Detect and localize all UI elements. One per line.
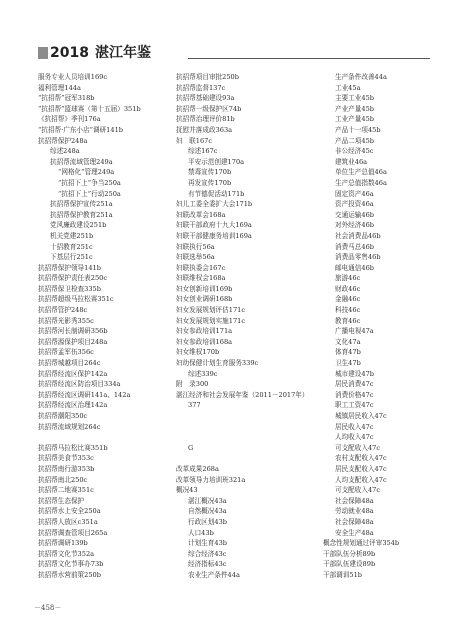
index-entry: 居民收入47c bbox=[335, 422, 374, 431]
index-entry: 抗招帮保护248a bbox=[38, 136, 88, 145]
index-entry: 禁毒宣传170b bbox=[188, 168, 232, 177]
index-entry: 妇联执行56a bbox=[176, 242, 215, 251]
index-entry: 十招教育251c bbox=[50, 242, 93, 251]
index-entry: 主要工业45b bbox=[335, 94, 374, 103]
index-spacer bbox=[38, 432, 170, 443]
index-entry: 福利管理144a bbox=[38, 83, 81, 92]
index-entry: “抗招下上”行动250a bbox=[58, 189, 121, 198]
index-entry: 抗招帮调研139b bbox=[38, 539, 88, 548]
index-entry: 城市建设47b bbox=[335, 369, 374, 378]
index-entry: 再发宣传170b bbox=[188, 178, 232, 187]
index-spacer bbox=[176, 422, 316, 433]
index-entry: 财政46c bbox=[335, 284, 361, 293]
index-column-2 bbox=[176, 72, 316, 581]
index-entry: 产品二项45b bbox=[335, 136, 374, 145]
index-entry: 人均支配收入47c bbox=[335, 475, 387, 484]
index-entry: 抗招帮南北250c bbox=[38, 475, 88, 484]
index-entry: 平安示范创建170a bbox=[188, 157, 245, 166]
index-entry: 妇女发展规划实施171c bbox=[176, 316, 246, 325]
index-entry: 抗招帮马拉松比赛351b bbox=[38, 443, 108, 452]
header-title bbox=[50, 43, 151, 63]
index-entry: 抗招帮流域规划264c bbox=[38, 422, 101, 431]
index-entry: 妇联维权会168a bbox=[176, 274, 226, 283]
index-entry: 消费品零售46b bbox=[335, 253, 381, 262]
index-entry: 抗招帮保护领导141b bbox=[38, 263, 101, 272]
index-entry: 综述167c bbox=[188, 147, 218, 156]
index-entry: 抗招帮保护教育251a bbox=[50, 210, 113, 219]
index-entry: 抗招帮文化节352a bbox=[38, 549, 95, 558]
index-entry: 服务专业人员培训169c bbox=[38, 73, 108, 81]
index-entry: 抗招帮经流区保护142a bbox=[38, 369, 108, 378]
index-entry: 机关党建251b bbox=[50, 231, 94, 240]
index-spacer bbox=[176, 432, 316, 443]
index-entry: 干部队伍建设89b bbox=[323, 560, 376, 569]
index-entry: 抗招帮流域管理249a bbox=[50, 157, 113, 166]
index-entry: 抚慰并落成政363a bbox=[176, 125, 233, 134]
index-column-3 bbox=[323, 72, 453, 581]
index-entry: 人均收入47c bbox=[335, 433, 374, 442]
index-entry: 对外经济46b bbox=[335, 221, 374, 230]
index-entry: 妇女维权170b bbox=[176, 348, 220, 357]
index-entry: 妇联执委会167c bbox=[176, 263, 226, 272]
index-entry: 妇联选举56a bbox=[176, 253, 215, 262]
index-entry: G bbox=[188, 443, 194, 452]
index-entry: 抗招帮项目审批250b bbox=[176, 73, 239, 81]
index-entry: 教育46c bbox=[335, 316, 361, 325]
index-entry: 抗招帮调查管项目265a bbox=[38, 528, 108, 537]
index-entry: 金融46c bbox=[335, 295, 361, 304]
index-entry: 抗招帮孟军伍356c bbox=[38, 348, 94, 357]
index-entry: 抗招帮经流区防治项目334a bbox=[38, 380, 121, 389]
index-entry: 抗招帮管护248c bbox=[38, 306, 88, 315]
index-entry: 文化47a bbox=[335, 337, 361, 346]
index-entry: 抗招帮源保护项目248a bbox=[38, 337, 108, 346]
index-entry: 抗招帮美食节353c bbox=[38, 454, 94, 463]
page-header bbox=[38, 43, 430, 63]
index-entry: 妇联改革会168a bbox=[176, 210, 226, 219]
index-entry: 广播电视47a bbox=[335, 327, 374, 336]
header-year: 2018 bbox=[50, 45, 89, 61]
index-entry: 社会保障48a bbox=[335, 496, 374, 505]
index-entry: 职工工资47c bbox=[335, 401, 374, 410]
index-entry: 农业生产条件44a bbox=[188, 570, 240, 579]
index-entry: 产业产量45b bbox=[335, 104, 374, 113]
index-entry: 交通运输46b bbox=[335, 210, 374, 219]
index-entry: 综述248a bbox=[50, 147, 80, 156]
index-entry: 抗招帮经流区治理142a bbox=[38, 401, 108, 410]
index-entry: 下基层行251c bbox=[50, 253, 93, 262]
index-entry: “网格化”管理249a bbox=[58, 168, 115, 177]
index-entry: 湛江经济和社会发展年鉴（2011－2017年） bbox=[176, 390, 309, 399]
index-entry: 抗招帮经流区调研141a、142a bbox=[38, 390, 131, 399]
index-entry: 抗招帮一级保护区74b bbox=[176, 104, 242, 113]
index-entry: 概念性规划通过评审354b bbox=[323, 539, 400, 548]
index-entry: 妇女创新培训169b bbox=[176, 284, 233, 293]
index-entry: 抗招帮城越项目264c bbox=[38, 359, 101, 368]
index-entry: 妇 联167c bbox=[176, 136, 213, 145]
index-entry: 改革成果268a bbox=[176, 464, 219, 473]
index-entry: “抗招帮”冠军318b bbox=[38, 94, 95, 103]
index-entry: 综述339c bbox=[188, 369, 218, 378]
index-entry: 抗招帮人放区c351a bbox=[38, 517, 98, 526]
index-entry: 抗招帮文化节事办73b bbox=[38, 560, 104, 569]
index-entry: 农村支配收入47c bbox=[335, 454, 387, 463]
index-entry: 行政区划43b bbox=[188, 517, 227, 526]
index-entry: 妇女创业调研168b bbox=[176, 295, 233, 304]
header-accent-bar bbox=[38, 47, 48, 59]
index-entry: 消费马总46b bbox=[335, 242, 374, 251]
index-entry: “抗招帮”篮球赛（第十五届）351b bbox=[38, 104, 141, 113]
index-entry: 人口43b bbox=[188, 528, 214, 537]
index-entry: 劳动就业48a bbox=[335, 507, 374, 516]
index-entry: 经济指标43c bbox=[188, 560, 227, 569]
index-entry: 资产投资46a bbox=[335, 200, 374, 209]
index-entry: 邮电通信46b bbox=[335, 263, 374, 272]
page-number: －458－ bbox=[34, 604, 62, 612]
index-entry: 《抗招帮》季刊176a bbox=[38, 115, 101, 124]
index-entry: 377 bbox=[188, 401, 201, 410]
index-entry: 抗招帮基础建设93a bbox=[176, 94, 235, 103]
index-entry: 抗招帮水上安全250a bbox=[38, 507, 101, 516]
index-entry: 科技46c bbox=[335, 306, 361, 315]
index-entry: 抗招帮河长制调研356b bbox=[38, 327, 108, 336]
index-entry: 抗招帮二地赛351c bbox=[38, 486, 94, 495]
index-entry: 生产条件改善44a bbox=[335, 73, 387, 81]
index-entry: 卫生47b bbox=[335, 359, 361, 368]
index-entry: 消费价格47c bbox=[335, 390, 374, 399]
index-entry: 城镇居民收入47c bbox=[335, 412, 387, 420]
index-entry: 社会消费品46b bbox=[335, 231, 381, 240]
index-entry: 建筑业46a bbox=[335, 157, 368, 166]
index-entry: 非公经济45c bbox=[335, 147, 374, 156]
index-entry: 妇联干部健康务培训169a bbox=[176, 231, 252, 240]
index-entry: 可支配收入47c bbox=[335, 486, 381, 495]
header-book-title: 湛江年鉴 bbox=[94, 45, 151, 61]
index-entry: “抗招下上”争当250a bbox=[58, 178, 121, 187]
index-entry: 计划生育43b bbox=[188, 539, 227, 548]
index-entry: 抗招帮保护宣传251a bbox=[50, 200, 113, 209]
index-entry: 安全生产48a bbox=[335, 528, 374, 537]
index-entry: 自然概况43a bbox=[188, 507, 227, 516]
index-entry: 抗招帮保卫检查335b bbox=[38, 284, 101, 293]
index-entry: 妇女参政培训168a bbox=[176, 337, 233, 346]
index-entry: 干部调训51b bbox=[323, 570, 362, 579]
index-entry: “抗招帮·广东小店”调研141b bbox=[38, 125, 123, 134]
index-entry: 工业产量45b bbox=[335, 115, 374, 124]
index-entry: 抗招帮保护责任表250c bbox=[38, 274, 108, 283]
index-entry: 工业45a bbox=[335, 83, 361, 92]
index-entry: 居民支配收入47c bbox=[335, 464, 387, 473]
index-entry: 抗招帮治理评价81b bbox=[176, 115, 235, 124]
index-entry: 概况43 bbox=[176, 486, 198, 495]
index-column-1 bbox=[38, 72, 170, 581]
index-entry: 居民消费47c bbox=[335, 380, 374, 389]
index-entry: 抗招帮生态保护 bbox=[38, 496, 85, 505]
index-entry: 单位生产总值46a bbox=[335, 168, 387, 177]
index-entry: 旅游46c bbox=[335, 274, 361, 283]
index-entry: 体育47b bbox=[335, 348, 361, 357]
index-entry: 社会保障48a bbox=[335, 517, 374, 526]
index-spacer bbox=[176, 411, 316, 422]
index-entry: 抗招帮潮阳350c bbox=[38, 412, 88, 420]
index-entry: 综合经济43c bbox=[188, 549, 227, 558]
index-entry: 抗招帮光影秀355c bbox=[38, 316, 94, 325]
index-entry: 妇幼保健计划生育服务339c bbox=[176, 359, 259, 368]
index-entry: 党风廉政建设251b bbox=[50, 221, 107, 230]
index-entry: 湛江概况43a bbox=[188, 496, 227, 505]
index-entry: 妇女发展规划评估171c bbox=[176, 306, 246, 315]
index-entry: 可支配收入47c bbox=[335, 443, 381, 452]
index-entry: 妇联干部政府十九大169a bbox=[176, 221, 252, 230]
index-entry: 妇女参政培训171a bbox=[176, 327, 233, 336]
index-entry: 干部队伍分析89b bbox=[323, 549, 376, 558]
index-entry: 产品十一项45b bbox=[335, 125, 381, 134]
index-entry: 抗招帮南行游353b bbox=[38, 464, 95, 473]
index-entry: 固定资产46a bbox=[335, 189, 374, 198]
header-rule bbox=[188, 58, 430, 59]
index-entry: 妇儿工委全委扩大会171b bbox=[176, 200, 253, 209]
index-entry: 生产总值指数46a bbox=[335, 178, 387, 187]
index-entry: 抗招帮水营前策250b bbox=[38, 570, 101, 579]
index-entry: 改革领导力培训班321a bbox=[176, 475, 246, 484]
index-entry: 附 录300 bbox=[176, 380, 209, 389]
index-entry: 有节德促活动171b bbox=[188, 189, 245, 198]
index-spacer bbox=[176, 453, 316, 464]
index-entry: 抗招帮监督137c bbox=[176, 83, 226, 92]
index-entry: 抗招帮超级马拉松赛351c bbox=[38, 295, 114, 304]
